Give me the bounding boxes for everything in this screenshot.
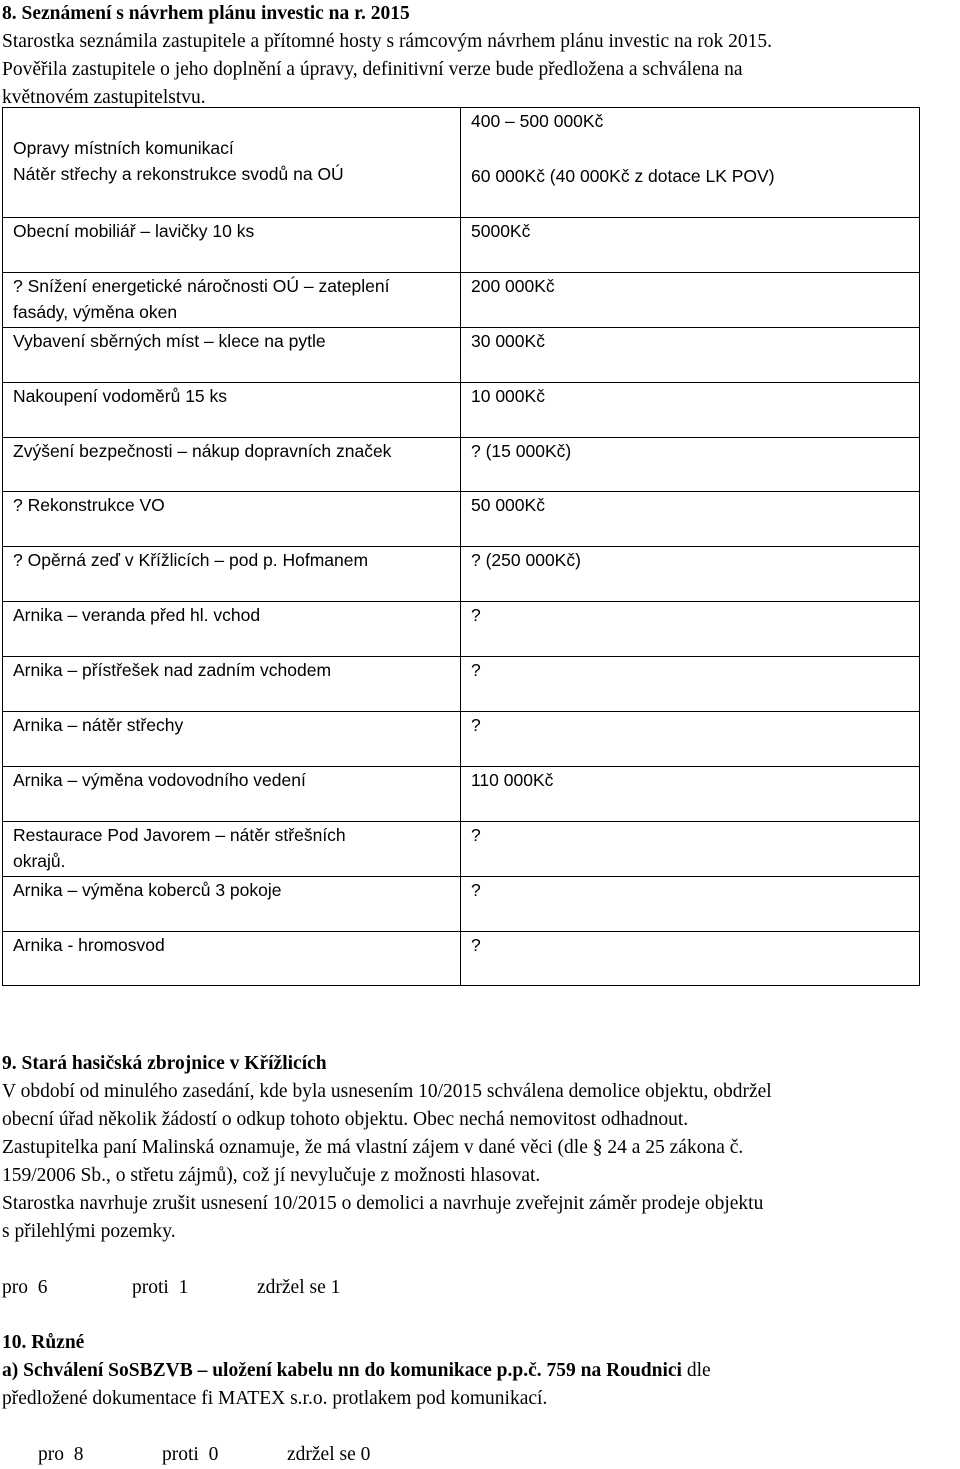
item-cell [3, 218, 461, 273]
item-cell [3, 437, 461, 492]
amount-cell [461, 821, 920, 876]
item-text: Arnika – výměna vodovodního vedení [13, 769, 306, 790]
table-row [3, 876, 920, 931]
table-row [3, 766, 920, 821]
item-text: Arnika – výměna koberců 3 pokoje [13, 879, 282, 900]
item-text: ? Opěrná zeď v Křížlicích – pod p. Hofmanem [13, 550, 369, 571]
table-row [3, 547, 920, 602]
item-text: Arnika – veranda před hl. vchod [13, 605, 261, 626]
section-9-line-1: V období od minulého zasedání, kde byla usnesením 10/2015 schválena demolice objektu, obdržel [2, 1081, 772, 1102]
item-text: Arnika – nátěr střechy [13, 715, 184, 736]
table-row [3, 821, 920, 876]
section-8-line-2: Pověřila zastupitele o jeho doplnění a úpravy, definitivní verze bude předložena a schválena na [2, 59, 743, 80]
section-8 [2, 0, 958, 112]
amount-text: 5000Kč [471, 221, 531, 241]
table-row [3, 272, 920, 327]
table-row [3, 218, 920, 273]
amount-text: ? [471, 660, 481, 681]
item-cell [3, 821, 461, 876]
amount-cell [461, 931, 920, 986]
amount-text: ? [471, 824, 481, 845]
amount-cell [461, 382, 920, 437]
amount-cell [461, 657, 920, 712]
amount-cell [461, 327, 920, 382]
item-a-title: a) Schválení SoSBZVB – uložení kabelu nn do komunikace p.p.č. 759 na Roudnici [2, 1360, 682, 1381]
section-9-number: 9. [2, 1053, 17, 1074]
item-cell [3, 327, 461, 382]
section-10-vote [2, 1441, 960, 1469]
amount-cell [461, 272, 920, 327]
item-cell [3, 108, 461, 218]
item-cell [3, 272, 461, 327]
vote-pro: pro 8 [38, 1444, 84, 1465]
table-row [3, 327, 920, 382]
item-text: okrajů. [13, 850, 66, 871]
section-9-line-5: Starostka navrhuje zrušit usnesení 10/2015 o demolici a navrhuje zveřejnit záměr prodeje objektu [2, 1193, 764, 1214]
amount-text: ? [471, 879, 481, 900]
vote-proti: proti 1 [132, 1277, 189, 1298]
table-row [3, 382, 920, 437]
item-cell [3, 492, 461, 547]
section-10 [2, 1329, 960, 1469]
amount-cell [461, 108, 920, 218]
amount-text: 60 000Kč (40 000Kč z dotace LK POV) [471, 166, 775, 186]
section-9-line-3: Zastupitelka paní Malinská oznamuje, že má vlastní zájem v dané věci (dle § 24 a 25 zákona č. [2, 1137, 744, 1158]
table-row [3, 712, 920, 767]
table-row [3, 108, 920, 218]
section-10-item-a-line-2: předložené dokumentace fi MATEX s.r.o. protlakem pod komunikací. [2, 1388, 548, 1409]
amount-cell [461, 876, 920, 931]
item-cell [3, 766, 461, 821]
section-10-heading: 10. Různé [2, 1332, 85, 1353]
item-text: Obecní mobiliář – lavičky 10 ks [13, 221, 255, 241]
table-row [3, 657, 920, 712]
item-cell [3, 876, 461, 931]
item-cell [3, 602, 461, 657]
vote-zdrzel: zdržel se 1 [257, 1277, 341, 1298]
item-a-rest: dle [681, 1360, 711, 1381]
section-9-vote [2, 1274, 960, 1302]
item-cell [3, 931, 461, 986]
amount-text: 200 000Kč [471, 275, 555, 296]
section-9 [2, 1050, 960, 1302]
item-text: fasády, výměna oken [13, 301, 178, 322]
item-cell [3, 712, 461, 767]
item-text: Opravy místních komunikací [13, 138, 234, 158]
table-row [3, 492, 920, 547]
section-9-heading [2, 1050, 960, 1078]
section-10-item-a [2, 1357, 960, 1385]
table-row [3, 437, 920, 492]
amount-text: ? (250 000Kč) [471, 550, 581, 571]
vote-proti: proti 0 [162, 1444, 219, 1465]
section-8-heading: 8. Seznámení s návrhem plánu investic na r. 2015 [2, 3, 410, 24]
item-text: Vybavení sběrných míst – klece na pytle [13, 330, 326, 351]
amount-text: ? (15 000Kč) [471, 440, 572, 461]
section-9-line-4: 159/2006 Sb., o střetu zájmů), což jí nevylučuje z možnosti hlasovat. [2, 1165, 541, 1186]
item-text: Zvýšení bezpečnosti – nákup dopravních značek [13, 440, 392, 461]
amount-text: ? [471, 934, 481, 955]
section-8-line-1: Starostka seznámila zastupitele a přítomné hosty s rámcovým návrhem plánu investic na rok 2015. [2, 31, 773, 52]
amount-cell [461, 712, 920, 767]
table-row [3, 602, 920, 657]
section-8-line-3: květnovém zastupitelstvu. [2, 87, 206, 108]
amount-cell [461, 218, 920, 273]
section-9-line-2: obecní úřad několik žádostí o odkup tohoto objektu. Obec nechá nemovitost odhadnout. [2, 1109, 689, 1130]
amount-cell [461, 437, 920, 492]
item-cell [3, 547, 461, 602]
amount-cell [461, 547, 920, 602]
item-text: ? Snížení energetické náročnosti OÚ – zateplení [13, 275, 390, 296]
amount-text: ? [471, 605, 481, 626]
item-cell [3, 382, 461, 437]
item-text: Nakoupení vodoměrů 15 ks [13, 385, 228, 406]
investment-plan-table [2, 107, 920, 986]
table-row [3, 931, 920, 986]
section-9-title: Stará hasičská zbrojnice v Křížlicích [21, 1053, 327, 1074]
amount-cell [461, 766, 920, 821]
amount-text: ? [471, 715, 481, 736]
section-9-line-6: s přilehlými pozemky. [2, 1221, 176, 1242]
item-text: Arnika – přístřešek nad zadním vchodem [13, 660, 332, 681]
item-cell [3, 657, 461, 712]
item-text: Nátěr střechy a rekonstrukce svodů na OÚ [13, 164, 344, 184]
vote-pro: pro 6 [2, 1277, 48, 1298]
amount-text: 30 000Kč [471, 330, 545, 351]
top-amount: 400 – 500 000Kč [471, 111, 604, 131]
item-text: Arnika - hromosvod [13, 934, 165, 955]
amount-text: 110 000Kč [471, 769, 554, 790]
amount-cell [461, 492, 920, 547]
item-text: Restaurace Pod Javorem – nátěr střešních [13, 824, 346, 845]
item-text: ? Rekonstrukce VO [13, 495, 165, 516]
amount-text: 50 000Kč [471, 495, 545, 516]
vote-zdrzel: zdržel se 0 [287, 1444, 371, 1465]
amount-cell [461, 602, 920, 657]
amount-text: 10 000Kč [471, 385, 545, 406]
